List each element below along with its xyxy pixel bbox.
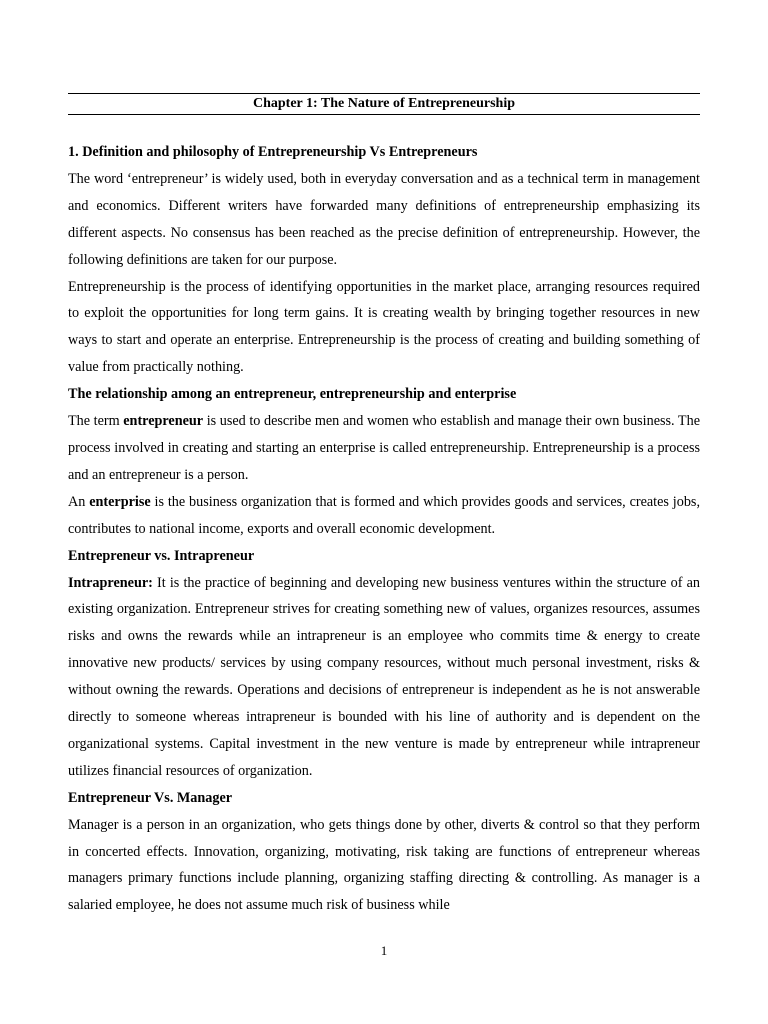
paragraph-term-entrepreneur (68, 408, 700, 489)
chapter-title: Chapter 1: The Nature of Entrepreneurship (68, 93, 700, 115)
bold-label-intrapreneur: Intrapreneur: (68, 574, 153, 591)
section-heading-relationship: The relationship among an entrepreneur, entrepreneurship and enterprise (68, 386, 517, 403)
paragraph-manager: Manager is a person in an organization, who gets things done by other, diverts & control so that they perform in concerted effects. Innovation, organizing, motivating, risk taking are functions of entrepreneur whereas managers primary functions include planning, organizing staffing directing & controlling. As manager is a salaried employee, he does not assume much risk of business while (68, 816, 700, 914)
document-page (68, 0, 700, 1024)
paragraph-intrapreneur (68, 570, 700, 785)
text-segment: It is the practice of beginning and developing new business ventures within the structure of an existing organization. Entrepreneur strives for creating something new of values, organizes resources, assumes risks and owns the rewards while an intrapreneur is an employee who commits time & energy to create innovative new products/ services by using company resources, without much personal investment, risks & without owning the rewards. Operations and decisions of entrepreneur is independent as he is not answerable directly to someone whereas intrapreneur is bounded with his line of authority and is dependent on the organizational systems. Capital investment in the new venture is made by entrepreneur while intrapreneur utilizes financial resources of organization. (68, 574, 700, 779)
section-heading-intrapreneur: Entrepreneur vs. Intrapreneur (68, 547, 255, 564)
document-body (68, 139, 700, 919)
paragraph-enterprise (68, 489, 700, 543)
bold-term-entrepreneur: entrepreneur (123, 413, 204, 430)
section-heading-definition: 1. Definition and philosophy of Entrepreneurship Vs Entrepreneurs (68, 144, 478, 160)
text-segment: The term (68, 413, 124, 430)
text-segment: is used to describe men and women who establish and manage their own business. The process involved in creating and starting an enterprise is called entrepreneurship. Entrepreneurship is a process and an entrepreneur is a person. (68, 413, 700, 483)
section-heading-manager: Entrepreneur Vs. Manager (68, 789, 233, 806)
bold-term-enterprise: enterprise (89, 493, 151, 510)
paragraph-entrepreneur-word: The word ‘entrepreneur’ is widely used, both in everyday conversation and as a technical term in management and economics. Different writers have forwarded many definitions of entrepreneurship emphasizing its different aspects. No consensus has been reached as the precise definition of entrepreneurship. However, the following definitions are taken for our purpose. (68, 170, 700, 268)
text-segment: An (68, 493, 90, 510)
text-segment: is the business organization that is formed and which provides goods and services, creates jobs, contributes to national income, exports and overall economic development. (68, 493, 700, 537)
page-number: 1 (380, 943, 388, 958)
paragraph-entrepreneurship-process: Entrepreneurship is the process of identifying opportunities in the market place, arranging resources required to exploit the opportunities for long term gains. It is creating wealth by bringing together resources in new ways to start and operate an enterprise. Entrepreneurship is the process of creating and building something of value from practically nothing. (68, 278, 700, 376)
